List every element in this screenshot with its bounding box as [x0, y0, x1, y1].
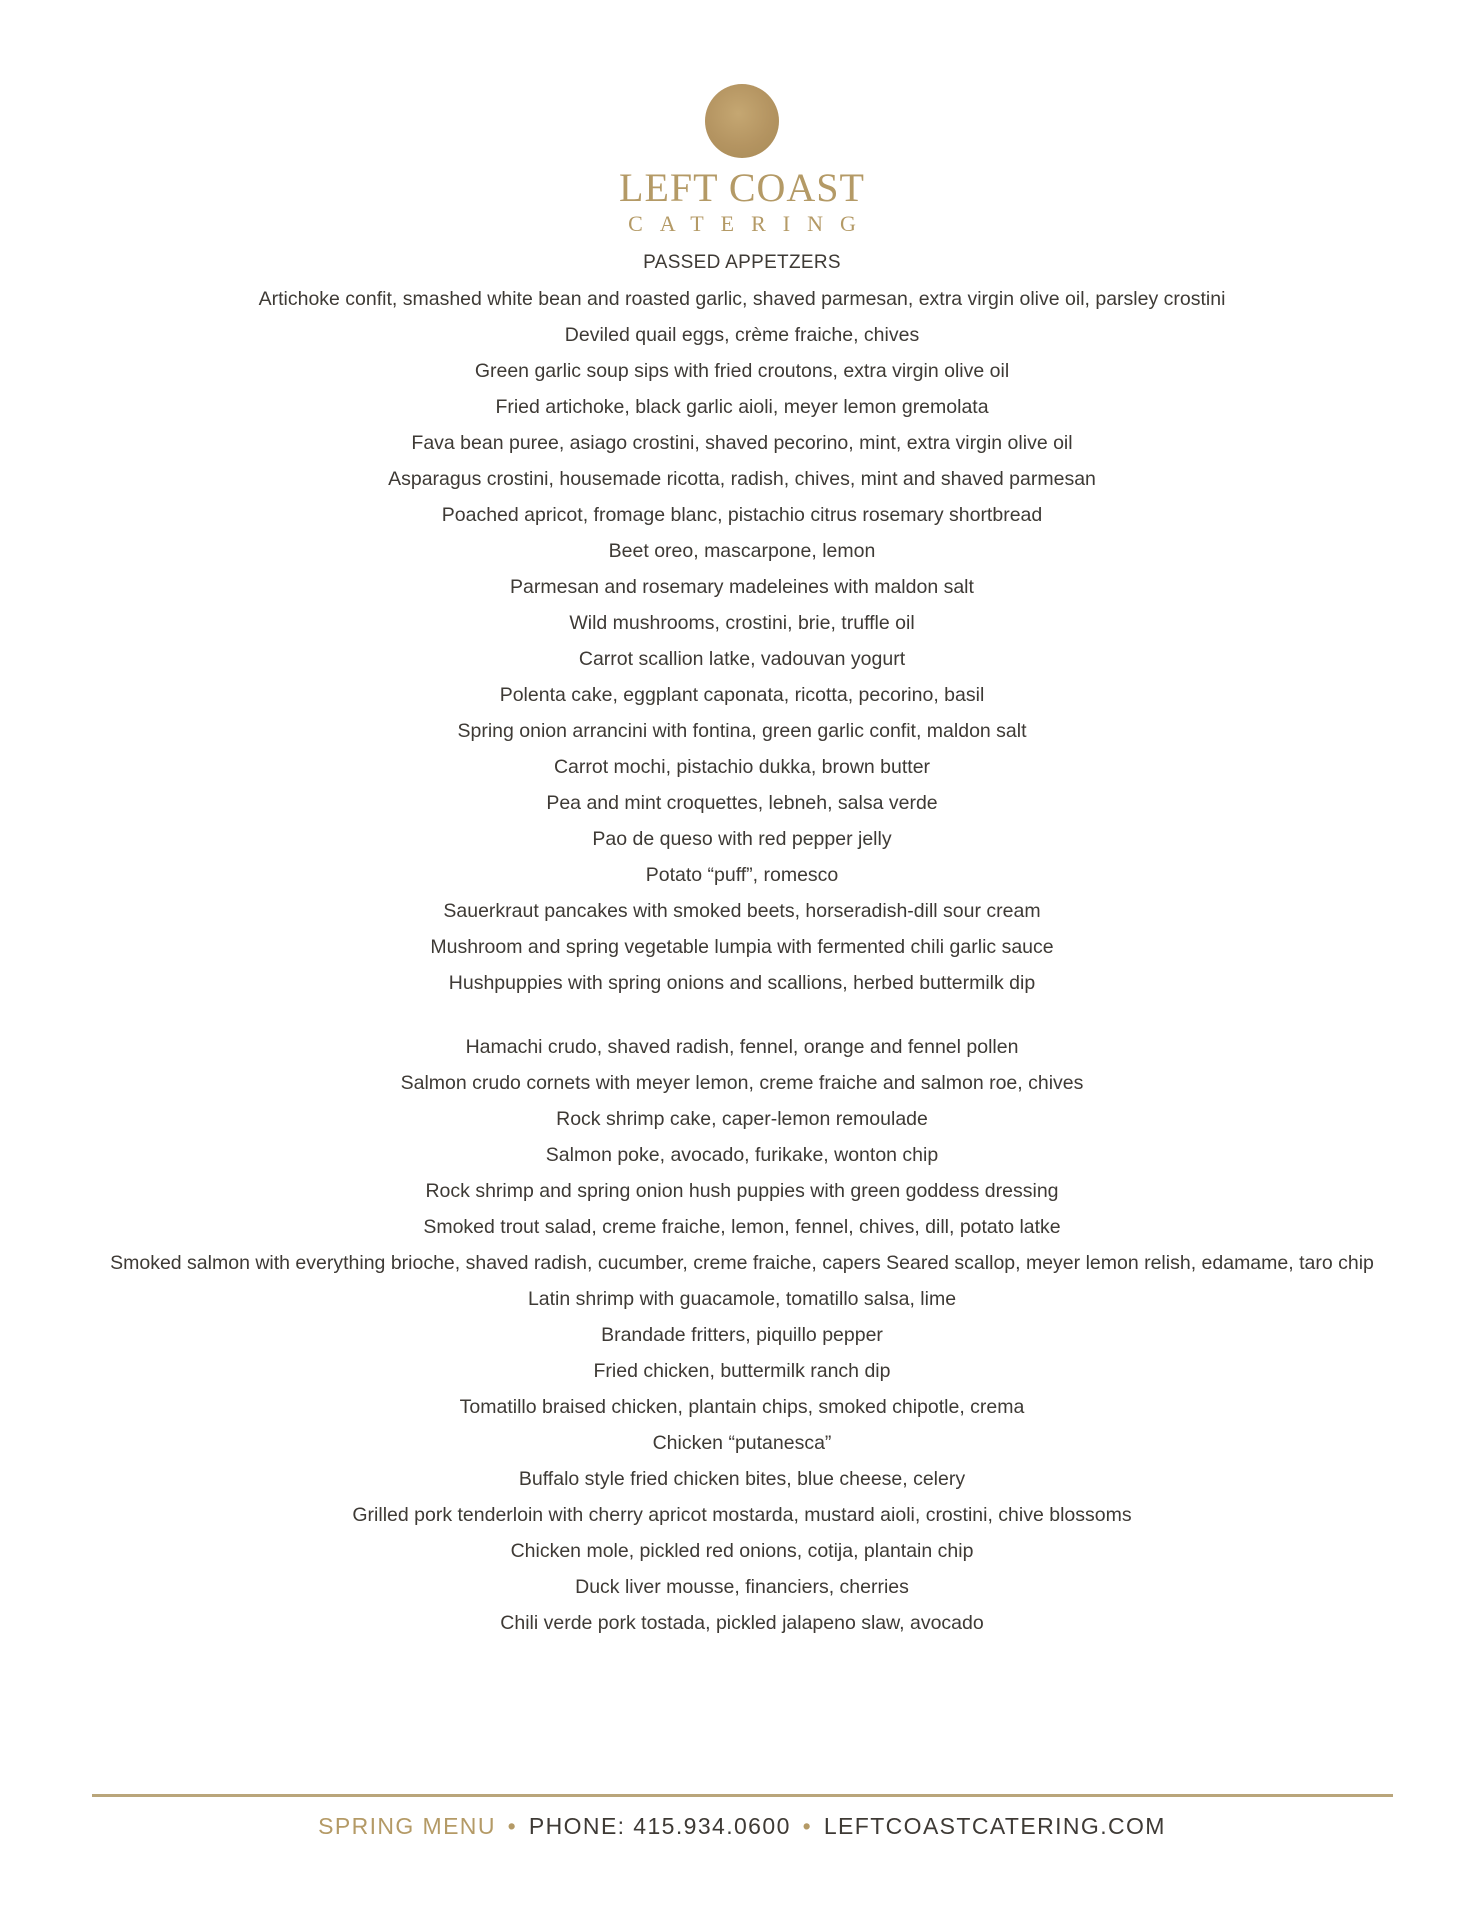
footer-separator: •: [802, 1813, 813, 1839]
menu-item: Pao de queso with red pepper jelly: [592, 828, 892, 850]
logo-circle-emblem: [705, 84, 779, 158]
menu-item: Poached apricot, fromage blanc, pistachio citrus rosemary shortbread: [441, 504, 1043, 526]
group-spacer: [80, 1007, 1404, 1035]
menu-item: Parmesan and rosemary madeleines with maldon salt: [510, 576, 974, 598]
menu-item: Latin shrimp with guacamole, tomatillo salsa, lime: [527, 1288, 957, 1310]
menu-item: Carrot scallion latke, vadouvan yogurt: [578, 648, 906, 670]
menu-content: [80, 251, 1404, 1647]
menu-item: Tomatillo braised chicken, plantain chips, smoked chipotle, crema: [459, 1396, 1025, 1418]
menu-item: Deviled quail eggs, crème fraiche, chives: [564, 324, 920, 346]
menu-group-vegetarian: [80, 287, 1404, 1007]
menu-item: Smoked trout salad, creme fraiche, lemon, fennel, chives, dill, potato latke: [423, 1216, 1061, 1238]
menu-item: Sauerkraut pancakes with smoked beets, horseradish-dill sour cream: [443, 900, 1041, 922]
menu-item: Grilled pork tenderloin with cherry apricot mostarda, mustard aioli, crostini, chive blossoms: [352, 1504, 1132, 1526]
company-logo: [0, 84, 1484, 238]
menu-item: Mushroom and spring vegetable lumpia with fermented chili garlic sauce: [430, 936, 1054, 958]
menu-item: Carrot mochi, pistachio dukka, brown butter: [553, 756, 931, 778]
menu-item: Hamachi crudo, shaved radish, fennel, orange and fennel pollen: [465, 1036, 1019, 1058]
logo-name: LEFT COAST: [619, 165, 865, 210]
menu-item: Green garlic soup sips with fried croutons, extra virgin olive oil: [474, 360, 1010, 382]
footer-separator: •: [507, 1813, 518, 1839]
menu-group-seafood-meat: [80, 1035, 1404, 1647]
menu-item: Salmon crudo cornets with meyer lemon, creme fraiche and salmon roe, chives: [400, 1072, 1084, 1094]
menu-item: Buffalo style fried chicken bites, blue cheese, celery: [518, 1468, 966, 1490]
menu-item: Pea and mint croquettes, lebneh, salsa verde: [546, 792, 938, 814]
menu-item: Chicken “putanesca”: [652, 1432, 832, 1454]
menu-item: Brandade fritters, piquillo pepper: [601, 1324, 883, 1346]
menu-item: Polenta cake, eggplant caponata, ricotta, pecorino, basil: [499, 684, 985, 706]
section-heading: PASSED APPETZERS: [643, 252, 841, 273]
menu-item: Spring onion arrancini with fontina, green garlic confit, maldon salt: [457, 720, 1027, 742]
footer-menu-label: SPRING MENU: [318, 1813, 496, 1839]
logo-subtitle: CATERING: [628, 211, 873, 236]
menu-item: Fried chicken, buttermilk ranch dip: [593, 1360, 891, 1382]
menu-item: Duck liver mousse, financiers, cherries: [575, 1576, 909, 1598]
menu-item: Fried artichoke, black garlic aioli, meyer lemon gremolata: [495, 396, 989, 418]
menu-item: Rock shrimp cake, caper-lemon remoulade: [556, 1108, 928, 1130]
menu-item: Salmon poke, avocado, furikake, wonton chip: [545, 1144, 939, 1166]
menu-item: Rock shrimp and spring onion hush puppies with green goddess dressing: [425, 1180, 1059, 1202]
menu-item: Wild mushrooms, crostini, brie, truffle oil: [569, 612, 915, 634]
menu-item: Artichoke confit, smashed white bean and roasted garlic, shaved parmesan, extra virgin olive oil, parsley crostini: [258, 288, 1226, 310]
menu-item: Asparagus crostini, housemade ricotta, radish, chives, mint and shaved parmesan: [388, 468, 1096, 490]
menu-item: Smoked salmon with everything brioche, shaved radish, cucumber, creme fraiche, capers Seared scallop, meyer lemon relish, edamame, taro chip: [110, 1252, 1374, 1274]
menu-item: Fava bean puree, asiago crostini, shaved pecorino, mint, extra virgin olive oil: [411, 432, 1073, 454]
menu-item: Potato “puff”, romesco: [645, 864, 839, 886]
footer-phone: PHONE: 415.934.0600: [528, 1813, 791, 1839]
footer-divider: [92, 1794, 1393, 1797]
menu-item: Chicken mole, pickled red onions, cotija, plantain chip: [510, 1540, 974, 1562]
menu-item: Chili verde pork tostada, pickled jalapeno slaw, avocado: [500, 1612, 984, 1634]
menu-item: Beet oreo, mascarpone, lemon: [608, 540, 876, 562]
menu-item: Hushpuppies with spring onions and scallions, herbed buttermilk dip: [448, 972, 1036, 994]
footer-website: LEFTCOASTCATERING.COM: [823, 1813, 1166, 1839]
footer: [0, 1812, 1484, 1840]
